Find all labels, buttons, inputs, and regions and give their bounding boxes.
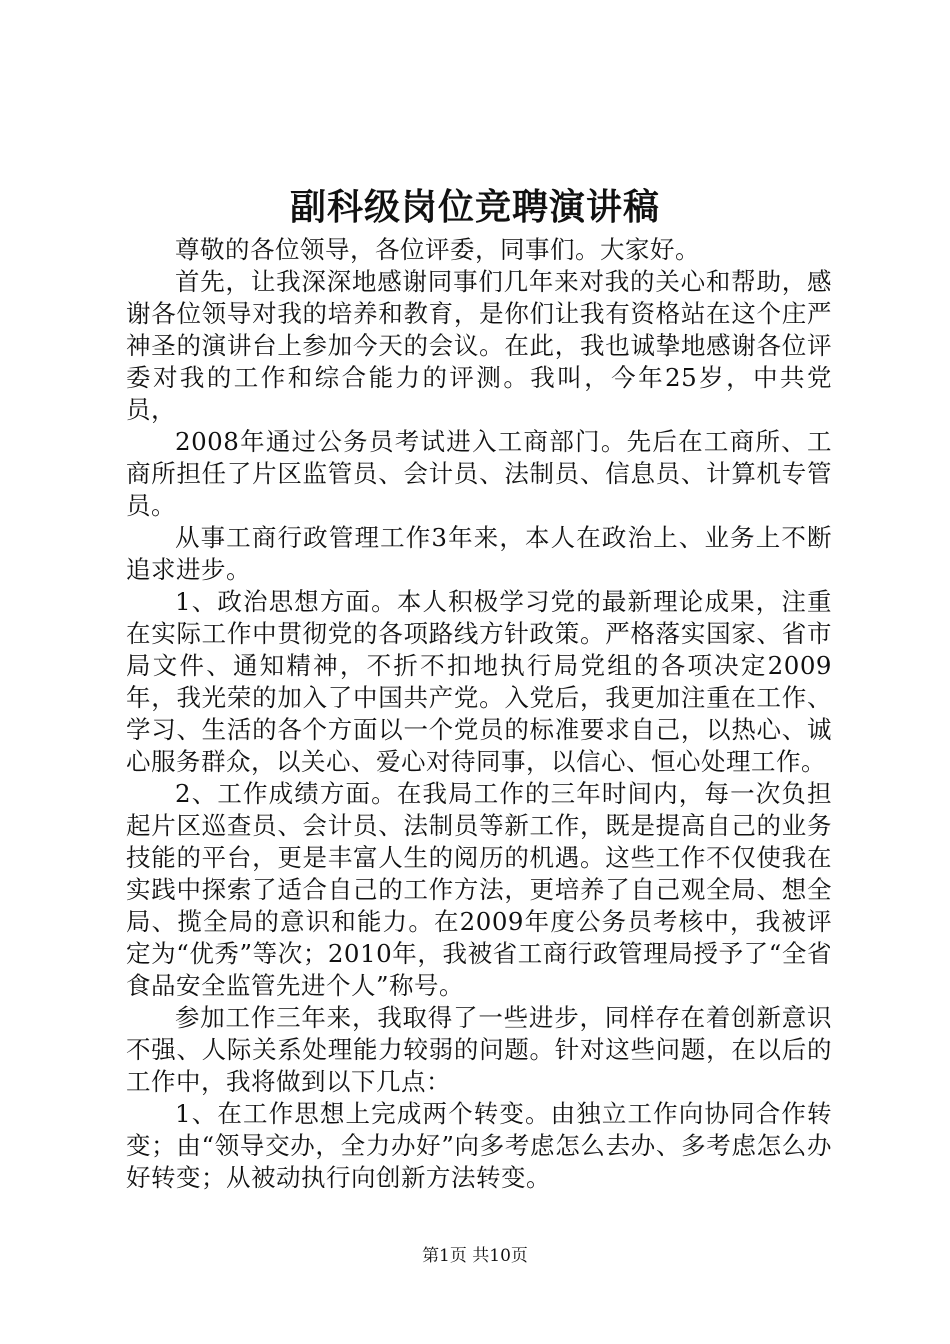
paragraph-greeting: 尊敬的各位领导，各位评委，同事们。大家好。 <box>175 235 700 264</box>
paragraph-plan-1: 1、在工作思想上完成两个转变。由独立工作向协同合作转变；由“领导交办，全力办好”向多考虑怎么去办、多考虑怎么办好转变；从被动执行向创新方法转变。 <box>126 1099 832 1192</box>
paragraph-thanks: 首先，让我深深地感谢同事们几年来对我的关心和帮助，感谢各位领导对我的培养和教育，是你们让我有资格站在这个庄严神圣的演讲台上参加今天的会议。在此，我也诚挚地感谢各位评委对我的工作和综合能力的评测。我叫，今年25岁，中共党员， <box>126 267 832 424</box>
page-footer: 第1页 共10页 <box>422 1246 528 1266</box>
paragraph-achievements: 2、工作成绩方面。在我局工作的三年时间内，每一次负担起片区巡查员、会计员、法制员等新工作，既是提高自己的业务技能的平台，更是丰富人生的阅历的机遇。这些工作不仅使我在实践中探索了适合自己的工作方法，更培养了自己观全局、想全局、揽全局的意识和能力。在2009年度公务员考核中，我被评定为“优秀”等次；2010年，我被省工商行政管理局授予了“全省食品安全监管先进个人”称号。 <box>126 779 832 1000</box>
document-body <box>126 234 832 1194</box>
paragraph-career: 2008年通过公务员考试进入工商部门。先后在工商所、工商所担任了片区监管员、会计员、法制员、信息员、计算机专管员。 <box>126 427 832 520</box>
document-title: 副科级岗位竞聘演讲稿 <box>289 187 660 228</box>
paragraph-progress: 从事工商行政管理工作3年来，本人在政治上、业务上不断追求进步。 <box>126 523 832 584</box>
paragraph-political: 1、政治思想方面。本人积极学习党的最新理论成果，注重在实际工作中贯彻党的各项路线方针政策。严格落实国家、省市局文件、通知精神，不折不扣地执行局党组的各项决定2009年，我光荣的加入了中国共产党。入党后，我更加注重在工作、学习、生活的各个方面以一个党员的标准要求自己，以热心、诚心服务群众，以关心、爱心对待同事，以信心、恒心处理工作。 <box>126 587 832 776</box>
paragraph-shortcomings: 参加工作三年来，我取得了一些进步，同样存在着创新意识不强、人际关系处理能力较弱的问题。针对这些问题，在以后的工作中，我将做到以下几点： <box>126 1003 832 1096</box>
